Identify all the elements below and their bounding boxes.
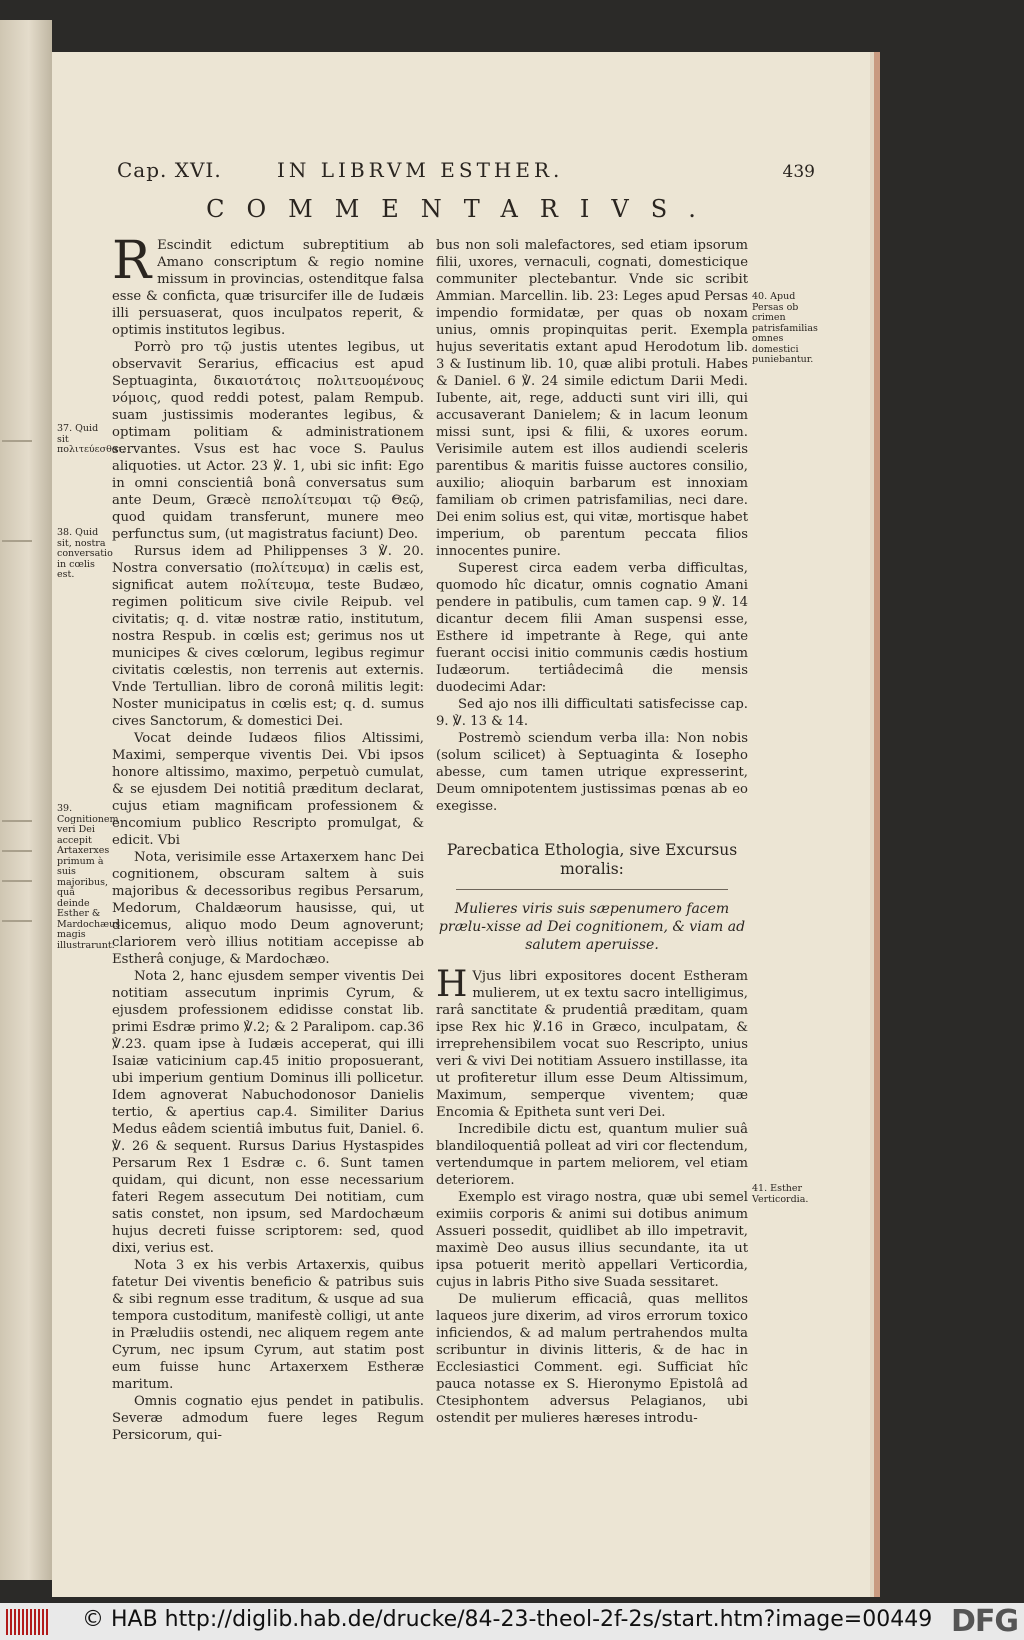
section-subheading: Mulieres viris suis sæpenumero facem prælu-xisse ad Dei cognitionem, & viam ad salutem aperuisse. [438,901,746,953]
right-column [436,237,748,1427]
page-number: 439 [782,162,815,182]
divider [456,889,728,890]
library-logo-icon [6,1609,50,1635]
paragraph: Superest circa eadem verba difficultas, quomodo hîc dicatur, omnis cognatio Amani pendere in patibulis, cum tamen cap. 9 ℣. 14 dicantur decem filii Aman suspensi esse, Esthere id impetrante à Rege, qui ante fuerant occisi initio communis cædis hostium Iudæorum. tertiâdecimâ die mensis duodecimi Adar: [436,561,748,695]
paragraph: Incredibile dictu est, quantum mulier suâ blandiloquentiâ polleat ad viri cor flectendum, vertendumque in partem meliorem, vel etiam deteriorem. [436,1122,748,1188]
paragraph: Omnis cognatio ejus pendet in patibulis. Severæ admodum fuere leges Regum Persicorum, qui- [112,1394,424,1443]
paragraph: Nota 3 ex his verbis Artaxerxis, quibus fatetur Dei viventis beneficio & patribus suis & sibi regnum esse traditum, & usque ad sua tempora custoditum, manifestè colligi, ut ante in Præludiis ostendi, nec aliquem regem ante Cyrum, nec ipsum Cyrum, aut statim post eum fuisse hunc Artaxerxem Estheræ maritum. [112,1258,424,1392]
paragraph: Sed ajo nos illi difficultati satisfecisse cap. 9. ℣. 13 & 14. [436,697,748,729]
section-heading: Parecbatica Ethologia, sive Excursus moralis: [446,841,738,878]
paragraph: De mulierum efficaciâ, quas mellitos laqueos jure dixerim, ad viros errorum toxico inficiendos, & ad malum pertrahendos multa scribuntur in divinis litteris, & de hac in Ecclesiastici Comment. egi. Sufficiat hîc pauca notasse ex S. Hieronymo Epistolâ ad Ctesiphontem adversus Pelagianos, ubi ostendit per mulieres hæreses introdu- [436,1292,748,1426]
paragraph: Postremò sciendum verba illa: Non nobis (solum scilicet) à Septuaginta & Iosepho abesse, cum tamen utrique expresserint, Deum omnipotentem justissimas pœnas ab eo exegisse. [436,731,748,814]
paragraph: Nota 2, hanc ejusdem semper viventis Dei notitiam assecutum inprimis Cyrum, & ejusdem professionem edidisse constat lib. primi Esdræ primo ℣.2; & 2 Paralipom. cap.36 ℣.23. quam ipse à Iudæis acceperat, qui illi Isaiæ vaticinium cap.45 initio proposuerant, ubi imperium gentium Dominus illi pollicetur. Idem agnoverat Nabuchodonosor Danielis tertio, & apertius cap.4. Similiter Darius Medus eâdem scientiâ imbutus fuit, Daniel. 6. ℣. 26 & sequent. Rursus Darius Hystaspides Persarum Rex 1 Esdræ c. 6. Sunt tamen quidam, qui dicunt, non esse necessarium fateri Regem assecutum Dei notitiam, cum satis constet, non ipsum, sed Mardochæum hujus decreti fuisse scriptorem: sed, quod dixi, verius est. [112,969,424,1256]
left-column [112,231,424,1444]
drop-cap: R [112,231,152,291]
running-head [117,158,815,188]
book-title: IN LIBRVM ESTHER. [277,158,564,182]
book-page [52,52,880,1597]
copyright-url[interactable]: © HAB http://diglib.hab.de/drucke/84-23-theol-2f-2s/start.htm?image=00449 [82,1607,933,1632]
paragraph: Rursus idem ad Philippenses 3 ℣. 20. Nostra conversatio (πολίτευμα) in cælis est, significat autem πολίτευμα, teste Budæo, regimen politicum sive civile Reipub. vel civitatis; q. d. vitæ nostræ ratio, institutum, nostra Respub. in cœlis est; gerimus nos ut municipes & cives cœlorum, legibus regimur civitatis cœlestis, non terrenis aut externis. Vnde Tertullian. libro de coronâ militis legit: Noster municipatus in cœlis est; q. d. sumus cives Sanctorum, & domestici Dei. [112,544,424,729]
margin-note-37: 37. Quid sit πολιτεύεσθαι. [57,423,125,455]
margin-note-38: 38. Quid sit, nostra conversatio in cœlis est. [57,527,113,580]
dfg-logo: DFG [950,1604,1018,1639]
left-page-edge [0,20,52,1580]
paragraph: Porrò pro τῷ justis utentes legibus, ut observavit Serarius, efficacius est apud Septuaginta, δικαιοτάτοις πολιτευομένους νόμοις, quod reddi potest, palam Rempub. suam justissimis moderantes legibus, & optimam politiam & administrationem servantes. Vsus est hac voce S. Paulus aliquoties. ut Actor. 23 ℣. 1, ubi sic infit: Ego in omni conscientiâ bonâ conversatus sum ante Deum, Græcè πεπολίτευμαι τῷ Θεῷ, quod quidam transferunt, munere meo perfunctus sum, (ut magistratus faciunt) Deo. [112,340,424,542]
margin-note-39: 39. Cognitionem veri Dei accepit Artaxerxes primum à suis majoribus, quâ deinde Esther & Mardochæus magis illustrarunt. [57,803,121,951]
chapter-label: Cap. XVI. [117,158,222,182]
paragraph: Vocat deinde Iudæos filios Altissimi, Maximi, semperque viventis Dei. Vbi ipsos honore altissimo, maximo, perpetuò cumulat, & se ejusdem Dei notitiâ præditum declarat, cujus etiam magnificam professionem & encomium publico Rescripto promulgat, & edicit. Vbi [112,731,424,848]
drop-cap: H [436,964,468,1005]
paragraph: bus non soli malefactores, sed etiam ipsorum filii, uxores, vernaculi, cognati, domesticique communiter plectebantur. Vnde sic scribit Ammian. Marcellin. lib. 23: Leges apud Persas impendio formidatæ, per quas ob noxam unius, omnis propinquitas perit. Exempla hujus severitatis extant apud Herodotum lib. 3 & Iustinum lib. 10, quæ alibi protuli. Habes & Daniel. 6 ℣. 24 simile edictum Darii Medi. Iubente, ait, rege, adducti sunt viri illi, qui accusaverant Danielem; & in lacum leonum missi sunt, ipsi & filii, & uxores eorum. Verisimile autem est illos audiendi sceleris parentibus & maritis fuisse auctores consilio, auxilio; alioquin barbarum est innoxiam familiam ob crimen patrisfamilias, neci dare. Dei enim solius est, qui vitæ, mortisque habet imperium, ob parentum peccata filios innocentes punire. [436,238,748,559]
paragraph: R Escindit edictum subreptitium ab Amano conscriptum & regio nomine missum in provincias, ostenditque falsa esse & conficta, quæ trisurcifer ille de Iudæis illi persuaserat, quos inculpatos reperit, & optimis institutos legibus. [112,231,424,338]
footer-bar [0,1603,1024,1640]
paragraph: H Vjus libri expositores docent Estheram mulierem, ut ex textu sacro intelligimus, rarâ sanctitate & prudentiâ præditam, quam ipse Rex hic ℣.16 in Græco, inculpatam, & irreprehensibilem vocat suo Rescripto, unius veri & vivi Dei notitiam Assuero instillasse, ita ut profiteretur illum esse Deum Altissimum, Maximum, semperque viventem; quæ Encomia & Epitheta sunt veri Dei. [436,964,748,1120]
margin-note-41: 41. Esther Verticordia. [752,1183,809,1205]
main-title: COMMENTARIVS. [206,195,718,223]
paragraph: Exemplo est virago nostra, quæ ubi semel eximiis corporis & animi sui dotibus animum Assueri possedit, quidlibet ab illo impetravit, maximè Deo ausus illius secundante, ita ut ipsa potuerit meritò appellari Verticordia, cujus in labris Pitho sive Suada sessitaret. [436,1190,748,1290]
paragraph: Nota, verisimile esse Artaxerxem hanc Dei cognitionem, obscuram saltem à suis majoribus & decessoribus regibus Persarum, Medorum, Chaldæorum hausisse, qui, ut dicemus, aliquo modo Deum agnoverunt; clariorem verò illius notitiam accepisse ab Estherâ conjuge, & Mardochæo. [112,850,424,967]
margin-note-40: 40. Apud Persas ob crimen patrisfamilias omnes domestici puniebantur. [752,291,818,365]
